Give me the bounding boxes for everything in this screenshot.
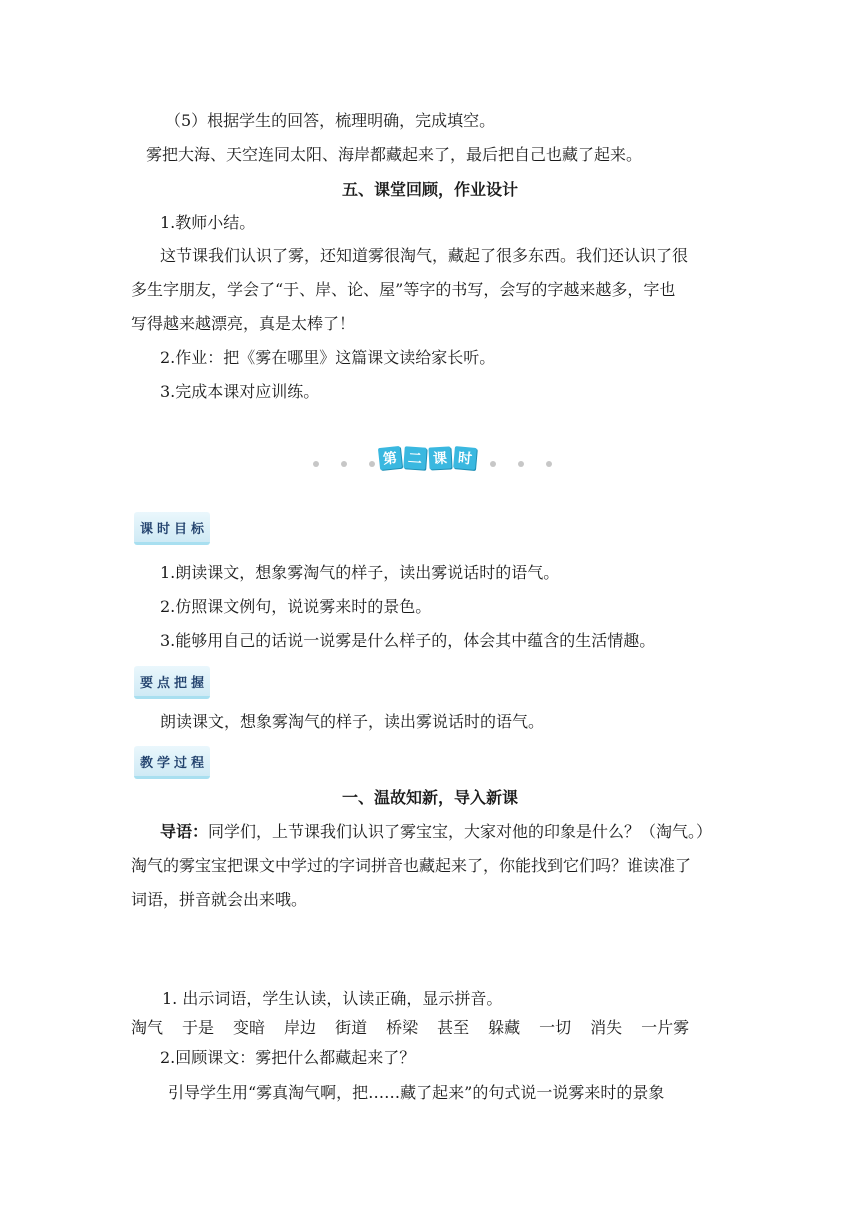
dot xyxy=(490,461,496,467)
dot xyxy=(546,461,552,467)
badge-char: 二 xyxy=(403,446,426,469)
tag-char: 学 xyxy=(157,755,171,771)
paragraph-summary-line-2: 多生字朋友，学会了“于、岸、论、屋”等字的书写，会写的字越来越多，字也 xyxy=(131,280,676,299)
tag-char: 标 xyxy=(191,521,205,537)
goal-2: 2.仿照课文例句，说说雾来时的景色。 xyxy=(160,597,432,616)
dot xyxy=(518,461,524,467)
lead-label: 导语： xyxy=(160,822,209,841)
step-review-text: 2.回顾课文：雾把什么都藏起来了？ xyxy=(160,1048,416,1067)
lead-line-2: 淘气的雾宝宝把课文中学过的字词拼音也藏起来了，你能找到它们吗？谁读准了 xyxy=(131,856,692,875)
lead-line-3: 词语，拼音就会出来哦。 xyxy=(131,890,308,909)
step-show-words: 1. 出示词语，学生认读，认读正确，显示拼音。 xyxy=(162,989,503,1008)
divider-dots-right xyxy=(490,459,552,469)
vocab-word: 于是 xyxy=(182,1018,215,1037)
tag-char: 目 xyxy=(174,521,188,537)
lead-text: 同学们，上节课我们认识了雾宝宝，大家对他的印象是什么？（淘气。） xyxy=(208,822,713,841)
paragraph-fill-answer: 雾把大海、天空连同太阳、海岸都藏起来了，最后把自己也藏了起来。 xyxy=(146,145,643,164)
section-heading-review: 五、课堂回顾，作业设计 xyxy=(341,180,518,199)
tag-char: 课 xyxy=(140,521,154,537)
tag-char: 教 xyxy=(140,755,154,771)
vocab-word: 躲藏 xyxy=(488,1018,521,1037)
paragraph-homework: 2.作业：把《雾在哪里》这篇课文读给家长听。 xyxy=(160,348,496,367)
dot xyxy=(313,461,319,467)
paragraph-exercise: 3.完成本课对应训练。 xyxy=(160,382,320,401)
vocabulary-list xyxy=(131,1017,708,1039)
paragraph-summary-line-1: 这节课我们认识了雾，还知道雾很淘气，藏起了很多东西。我们还认识了很 xyxy=(160,246,689,265)
vocab-word: 一片雾 xyxy=(641,1018,690,1037)
vocab-word: 一切 xyxy=(539,1018,572,1037)
tag-char: 过 xyxy=(174,755,188,771)
tag-char: 把 xyxy=(174,675,188,691)
lesson-badge-second-period xyxy=(379,447,476,469)
vocab-word: 岸边 xyxy=(284,1018,317,1037)
paragraph-summary-line-3: 写得越来越漂亮，真是太棒了！ xyxy=(131,314,356,333)
vocab-word: 消失 xyxy=(590,1018,623,1037)
vocab-word: 甚至 xyxy=(437,1018,470,1037)
section-heading-intro: 一、温故知新，导入新课 xyxy=(341,788,518,807)
vocab-word: 变暗 xyxy=(233,1018,266,1037)
dot xyxy=(341,461,347,467)
section-tag-key-points xyxy=(134,666,210,699)
vocab-word: 街道 xyxy=(335,1018,368,1037)
badge-char: 第 xyxy=(378,446,402,470)
dot xyxy=(369,461,375,467)
tag-char: 时 xyxy=(157,521,171,537)
vocab-word: 桥梁 xyxy=(386,1018,419,1037)
tag-char: 点 xyxy=(157,675,171,691)
vocab-word: 淘气 xyxy=(131,1018,164,1037)
step-guide-students: 引导学生用“雾真淘气啊，把……藏了起来”的句式说一说雾来时的景象 xyxy=(168,1083,665,1102)
goal-1: 1.朗读课文，想象雾淘气的样子，读出雾说话时的语气。 xyxy=(160,563,560,582)
tag-char: 程 xyxy=(191,755,205,771)
tag-char: 要 xyxy=(140,675,154,691)
badge-char: 课 xyxy=(428,446,451,469)
paragraph-step-5: （5）根据学生的回答，梳理明确，完成填空。 xyxy=(165,111,496,130)
paragraph-teacher-summary: 1.教师小结。 xyxy=(160,213,256,232)
goal-3: 3.能够用自己的话说一说雾是什么样子的，体会其中蕴含的生活情趣。 xyxy=(160,631,656,650)
badge-char: 时 xyxy=(453,446,477,470)
divider-dots-left xyxy=(313,459,375,469)
key-point: 朗读课文，想象雾淘气的样子，读出雾说话时的语气。 xyxy=(160,712,545,731)
lead-line-1 xyxy=(160,821,712,843)
section-tag-lesson-goals xyxy=(134,512,210,545)
section-tag-teaching-process xyxy=(134,746,210,779)
tag-char: 握 xyxy=(191,675,205,691)
